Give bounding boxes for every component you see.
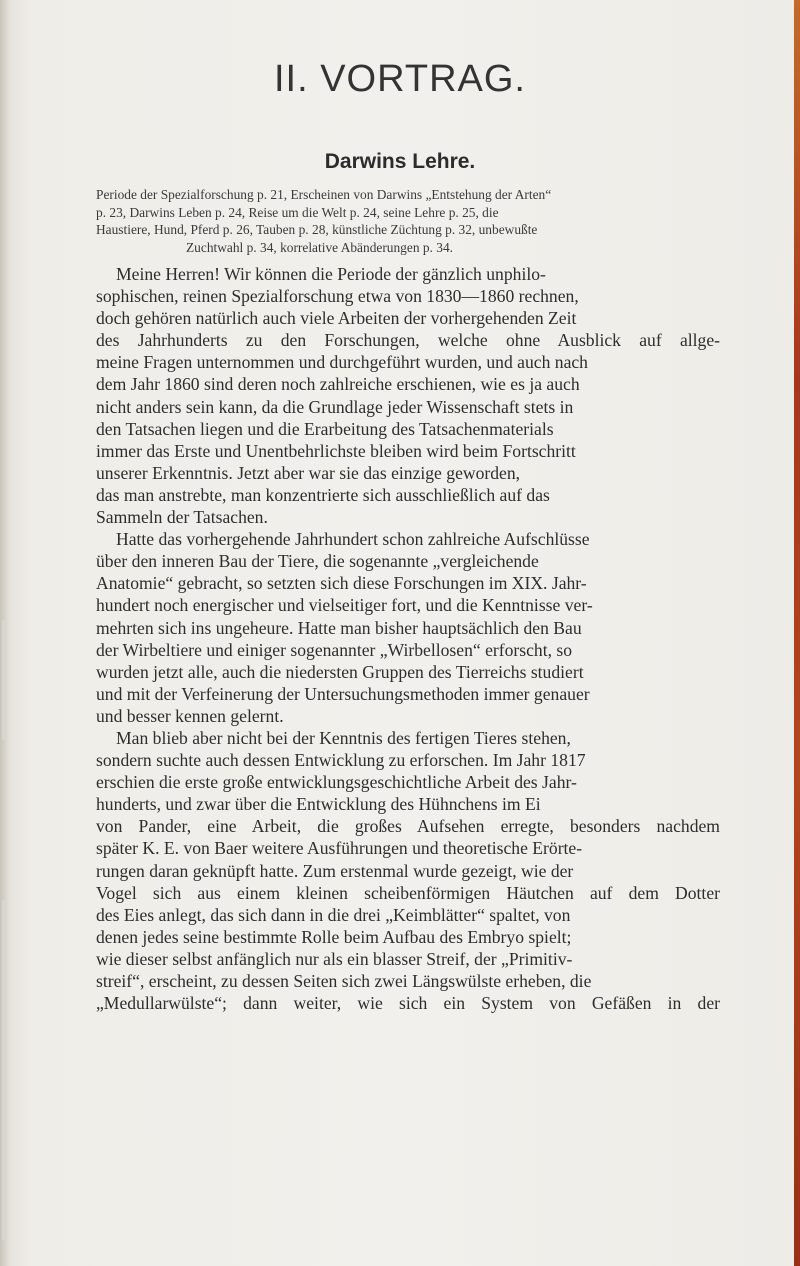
body-line: streif“, erscheint, zu dessen Seiten sich zwei Längswülste erheben, die [96, 971, 592, 991]
margin-shadow [2, 900, 5, 1240]
body-line: des Eies anlegt, das sich dann in die drei „Keimblätter“ spaltet, von [96, 904, 571, 925]
body-line: doch gehören natürlich auch viele Arbeiten der vorhergehenden Zeit [96, 308, 577, 329]
body-line: erschien die erste große entwicklungsgeschichtliche Arbeit des Jahr- [96, 772, 577, 793]
body-line: immer das Erste und Unentbehrlichste bleiben wird beim Fortschritt [96, 440, 576, 461]
body-text [96, 263, 720, 1014]
body-line: rungen daran geknüpft hatte. Zum erstenmal wurde gezeigt, wie der [96, 860, 574, 881]
body-line: meine Fragen unternommen und durchgeführt wurden, und auch nach [96, 352, 588, 373]
body-line: von Pander, eine Arbeit, die großes Aufsehen erregte, besonders nachdem [96, 816, 720, 837]
summary-line: p. 23, Darwins Leben p. 24, Reise um die Welt p. 24, seine Lehre p. 25, die [96, 204, 499, 220]
body-line: des Jahrhunderts zu den Forschungen, welche ohne Ausblick auf allge- [96, 330, 720, 351]
body-line: über den inneren Bau der Tiere, die sogenannte „vergleichende [96, 551, 539, 572]
body-line: den Tatsachen liegen und die Erarbeitung des Tatsachenmaterials [96, 418, 554, 439]
body-line: hunderts, und zwar über die Entwicklung des Hühnchens im Ei [96, 794, 541, 815]
body-line: mehrten sich ins ungeheure. Hatte man bisher hauptsächlich den Bau [96, 617, 582, 638]
chapter-heading: II. VORTRAG. [273, 58, 526, 100]
body-line: nicht anders sein kann, da die Grundlage jeder Wissenschaft stets in [96, 396, 574, 417]
margin-shadow [2, 620, 5, 740]
body-line: und besser kennen gelernt. [96, 705, 284, 726]
body-line: Vogel sich aus einem kleinen scheibenförmigen Häutchen auf dem Dotter [96, 882, 720, 903]
body-line: Sammeln der Tatsachen. [96, 507, 268, 528]
body-line: denen jedes seine bestimmte Rolle beim Aufbau des Embryo spielt; [96, 926, 572, 947]
page-edge-stain [794, 0, 800, 1266]
body-line: wurden jetzt alle, auch die niedersten Gruppen des Tierreichs studiert [96, 661, 584, 682]
body-line: „Medullarwülste“; dann weiter, wie sich ein System von Gefäßen in der [96, 993, 720, 1014]
body-line: sophischen, reinen Spezialforschung etwa von 1830—1860 rechnen, [96, 286, 579, 307]
chapter-summary [96, 186, 716, 256]
body-line: das man anstrebte, man konzentrierte sich ausschließlich auf das [96, 484, 550, 505]
body-line: unserer Erkenntnis. Jetzt aber war sie das einzige geworden, [96, 462, 521, 483]
body-line: sondern suchte auch dessen Entwicklung zu erforschen. Im Jahr 1817 [96, 750, 586, 771]
body-line: wie dieser selbst anfänglich nur als ein blasser Streif, der „Primitiv- [96, 948, 573, 969]
body-line: dem Jahr 1860 sind deren noch zahlreiche erschienen, wie es ja auch [96, 374, 580, 395]
section-title: Darwins Lehre. [324, 150, 476, 173]
body-line: Anatomie“ gebracht, so setzten sich diese Forschungen im XIX. Jahr- [96, 573, 587, 594]
body-line: hundert noch energischer und vielseitiger fort, und die Kenntnisse ver- [96, 595, 593, 616]
body-line: und mit der Verfeinerung der Untersuchungsmethoden immer genauer [96, 683, 590, 704]
body-line: Man blieb aber nicht bei der Kenntnis des fertigen Tieres stehen, [116, 727, 571, 748]
body-line: Meine Herren! Wir können die Periode der gänzlich unphilo- [116, 264, 546, 284]
body-line: der Wirbeltiere und einiger sogenannter „Wirbellosen“ erforscht, so [96, 639, 573, 660]
body-line: später K. E. von Baer weitere Ausführungen und theoretische Erörte- [96, 838, 583, 859]
summary-line: Haustiere, Hund, Pferd p. 26, Tauben p. 28, künstliche Züchtung p. 32, unbewußte [96, 222, 538, 237]
summary-line: Zuchtwahl p. 34, korrelative Abänderungen p. 34. [186, 239, 453, 255]
body-line: Hatte das vorhergehende Jahrhundert schon zahlreiche Aufschlüsse [116, 529, 590, 550]
summary-line: Periode der Spezialforschung p. 21, Erscheinen von Darwins „Entstehung der Arten“ [96, 187, 552, 202]
